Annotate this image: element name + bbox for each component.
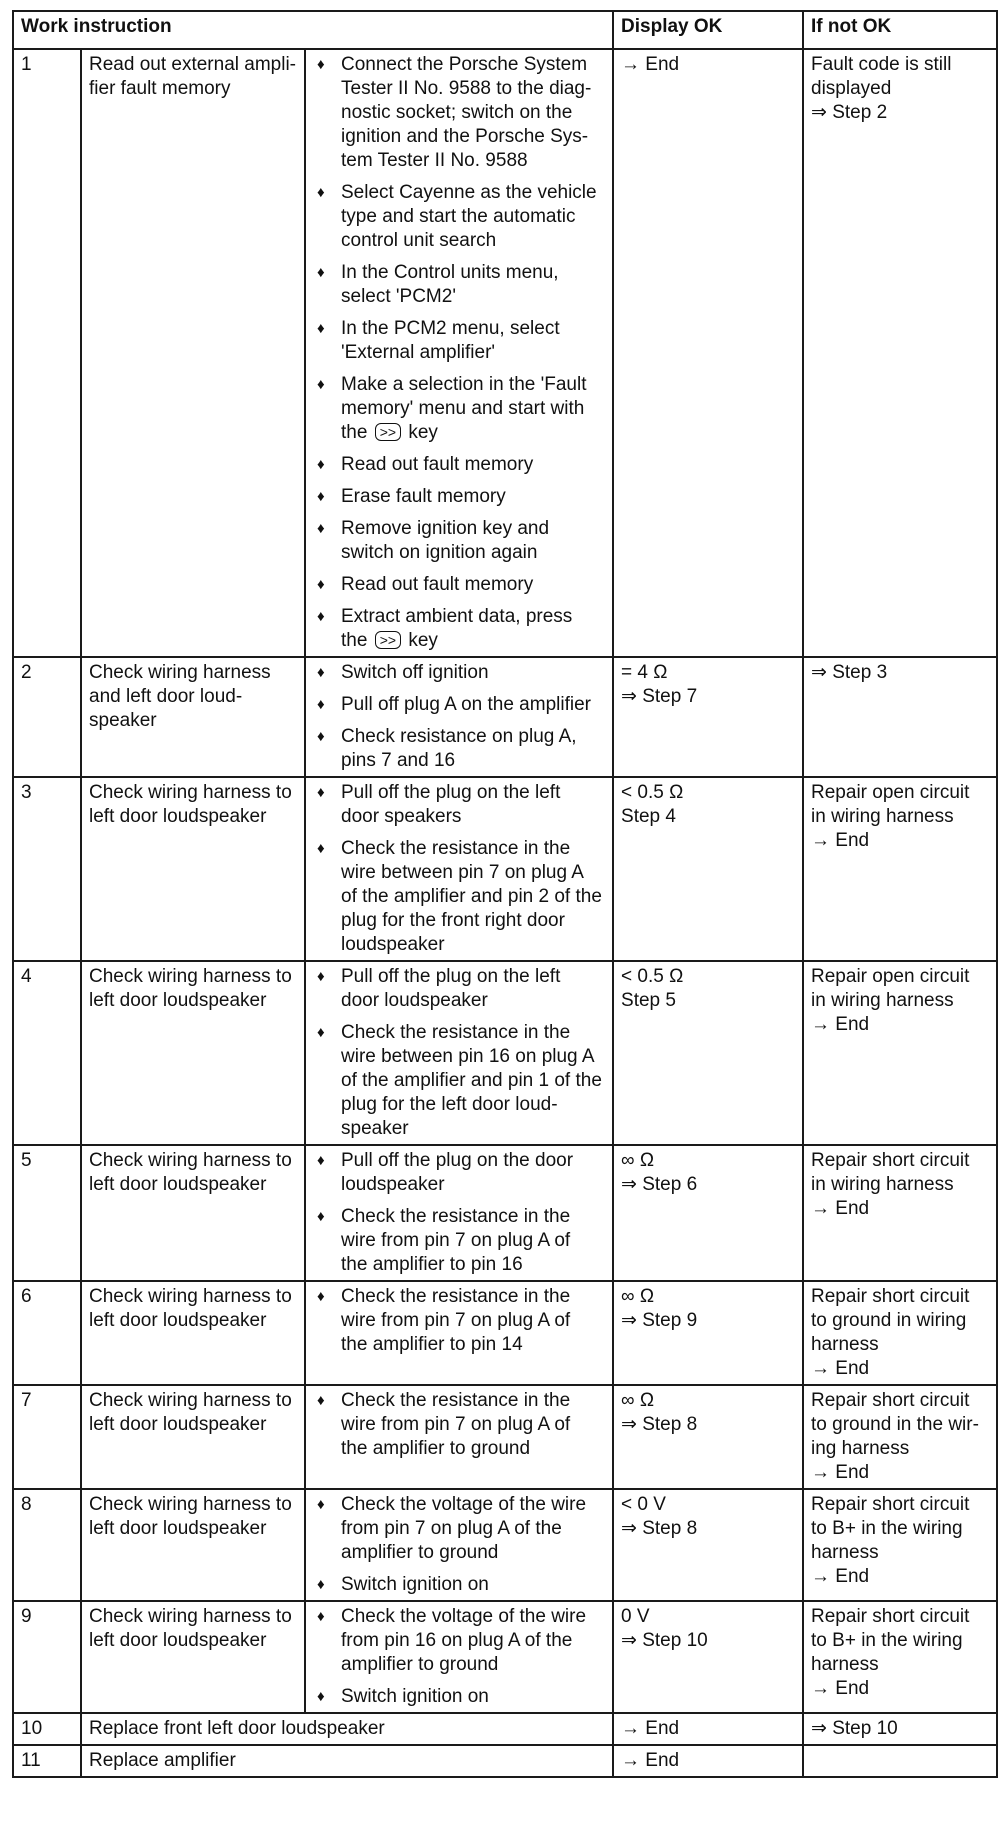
- bullet-icon: ♦: [317, 1392, 325, 1409]
- text-line: Select Cayenne as the vehicle: [341, 182, 597, 203]
- text-line: Pull off the plug on the left: [341, 782, 561, 803]
- text-line: Switch ignition on: [341, 1574, 489, 1595]
- text-line: ⇒ Step 2: [811, 102, 888, 123]
- step-actions: [305, 1385, 613, 1489]
- action-list: [313, 1493, 605, 1597]
- text-line: pins 7 and 16: [341, 750, 456, 771]
- text-line: Erase fault memory: [341, 486, 506, 507]
- text-line: left door loudspeaker: [89, 1310, 267, 1331]
- text-line: Check the resistance in the: [341, 1286, 571, 1307]
- if-not-ok-result: [803, 1489, 997, 1601]
- text-line: Check the resistance in the: [341, 838, 571, 859]
- display-ok-result: [613, 657, 803, 777]
- text-line: Switch ignition on: [341, 1686, 489, 1707]
- table-row: [13, 1745, 997, 1777]
- display-ok-result: [613, 1145, 803, 1281]
- text-line: ⇒ Step 6: [621, 1174, 698, 1195]
- if-not-ok-result: [803, 1385, 997, 1489]
- text-line: the amplifier to ground: [341, 1438, 531, 1459]
- text-line: speaker: [89, 710, 157, 731]
- text-line: < 0 V: [621, 1494, 666, 1515]
- text-line: Repair open circuit: [811, 782, 970, 803]
- text-line: → End: [811, 1358, 870, 1379]
- action-list: [313, 781, 605, 957]
- bullet-icon: ♦: [317, 784, 325, 801]
- header-work-instruction: Work instruction: [13, 11, 613, 49]
- table-row: [13, 1489, 997, 1601]
- key-symbol: >>: [375, 631, 401, 649]
- text-line: Check the resistance in the: [341, 1390, 571, 1411]
- action-item: [313, 573, 605, 597]
- text-line: plug for the front right door: [341, 910, 565, 931]
- text-line: Remove ignition key and: [341, 518, 550, 539]
- text-line: switch on ignition again: [341, 542, 538, 563]
- step-number: 9: [13, 1601, 81, 1713]
- text-line: ⇒ Step 10: [811, 1718, 898, 1739]
- text-line: Replace amplifier: [89, 1750, 236, 1771]
- if-not-ok-result: [803, 1745, 997, 1777]
- text-line: → End: [811, 1462, 870, 1483]
- text-line: Repair short circuit: [811, 1390, 970, 1411]
- text-line: 0 V: [621, 1606, 650, 1627]
- action-item: [313, 181, 605, 253]
- text-line: the >> key: [341, 630, 438, 651]
- text-line: In the Control units menu,: [341, 262, 559, 283]
- text-line: from pin 16 on plug A of the: [341, 1630, 573, 1651]
- text-line: Step 5: [621, 990, 676, 1011]
- table-row: [13, 49, 997, 657]
- if-not-ok-result: [803, 961, 997, 1145]
- if-not-ok-result: [803, 1145, 997, 1281]
- text-line: = 4 Ω: [621, 662, 668, 683]
- step-title: [81, 1281, 305, 1385]
- text-line: → End: [811, 1678, 870, 1699]
- if-not-ok-result: [803, 657, 997, 777]
- bullet-icon: ♦: [317, 1208, 325, 1225]
- text-line: Extract ambient data, press: [341, 606, 573, 627]
- text-line: Read out fault memory: [341, 454, 534, 475]
- text-line: loudspeaker: [341, 1174, 445, 1195]
- bullet-icon: ♦: [317, 840, 325, 857]
- text-line: 'External amplifier': [341, 342, 496, 363]
- bullet-icon: ♦: [317, 1688, 325, 1705]
- display-ok-result: [613, 1601, 803, 1713]
- step-number: 1: [13, 49, 81, 657]
- display-ok-result: [613, 1385, 803, 1489]
- text-line: the amplifier to pin 16: [341, 1254, 523, 1275]
- text-line: in wiring harness: [811, 1174, 954, 1195]
- table-row: [13, 657, 997, 777]
- step-title: [81, 49, 305, 657]
- text-line: left door loudspeaker: [89, 806, 267, 827]
- text-line: the >> key: [341, 422, 438, 443]
- text-line: Check wiring harness to: [89, 1494, 292, 1515]
- text-line: wire between pin 7 on plug A: [341, 862, 584, 883]
- text-line: ⇒ Step 9: [621, 1310, 698, 1331]
- bullet-icon: ♦: [317, 1496, 325, 1513]
- text-line: speaker: [341, 1118, 409, 1139]
- text-line: Check wiring harness to: [89, 966, 292, 987]
- text-line: Check wiring harness to: [89, 1150, 292, 1171]
- work-instruction-table: [12, 10, 998, 1778]
- text-line: displayed: [811, 78, 892, 99]
- text-line: ⇒ Step 10: [621, 1630, 708, 1651]
- text-line: loudspeaker: [341, 934, 445, 955]
- action-item: [313, 1685, 605, 1709]
- text-line: ⇒ Step 8: [621, 1414, 698, 1435]
- action-item: [313, 1573, 605, 1597]
- step-title: [81, 1601, 305, 1713]
- if-not-ok-result: [803, 1713, 997, 1745]
- step-actions: [305, 1281, 613, 1385]
- text-line: Check wiring harness: [89, 662, 271, 683]
- bullet-icon: ♦: [317, 56, 325, 73]
- text-line: ⇒ Step 3: [811, 662, 888, 683]
- text-line: wire between pin 16 on plug A: [341, 1046, 595, 1067]
- text-line: ∞ Ω: [621, 1390, 655, 1411]
- text-line: Check the resistance in the: [341, 1206, 571, 1227]
- action-item: [313, 725, 605, 773]
- text-line: type and start the automatic: [341, 206, 576, 227]
- bullet-icon: ♦: [317, 456, 325, 473]
- action-item: [313, 661, 605, 685]
- text-line: Repair short circuit: [811, 1150, 970, 1171]
- action-item: [313, 693, 605, 717]
- action-list: [313, 1389, 605, 1461]
- text-line: to B+ in the wiring: [811, 1518, 963, 1539]
- text-line: ing harness: [811, 1438, 910, 1459]
- text-line: left door loudspeaker: [89, 990, 267, 1011]
- action-item: [313, 1021, 605, 1141]
- step-actions: [305, 961, 613, 1145]
- action-item: [313, 453, 605, 477]
- text-line: → End: [621, 54, 680, 75]
- text-line: ∞ Ω: [621, 1150, 655, 1171]
- text-line: harness: [811, 1334, 879, 1355]
- bullet-icon: ♦: [317, 696, 325, 713]
- action-item: [313, 485, 605, 509]
- text-line: In the PCM2 menu, select: [341, 318, 560, 339]
- text-line: → End: [811, 830, 870, 851]
- step-actions: [305, 1489, 613, 1601]
- text-line: Check wiring harness to: [89, 1390, 292, 1411]
- action-list: [313, 1149, 605, 1277]
- text-line: tem Tester II No. 9588: [341, 150, 528, 171]
- text-line: left door loudspeaker: [89, 1630, 267, 1651]
- text-line: Pull off the plug on the left: [341, 966, 561, 987]
- step-title: [81, 1745, 613, 1777]
- header-display-ok: Display OK: [613, 11, 803, 49]
- text-line: wire from pin 7 on plug A of: [341, 1310, 571, 1331]
- bullet-icon: ♦: [317, 1576, 325, 1593]
- action-list: [313, 661, 605, 773]
- text-line: ⇒ Step 7: [621, 686, 698, 707]
- if-not-ok-result: [803, 1601, 997, 1713]
- step-number: 3: [13, 777, 81, 961]
- text-line: of the amplifier and pin 1 of the: [341, 1070, 602, 1091]
- text-line: left door loudspeaker: [89, 1518, 267, 1539]
- display-ok-result: [613, 1713, 803, 1745]
- bullet-icon: ♦: [317, 1152, 325, 1169]
- text-line: Check wiring harness to: [89, 782, 292, 803]
- bullet-icon: ♦: [317, 1288, 325, 1305]
- text-line: Make a selection in the 'Fault: [341, 374, 587, 395]
- step-number: 10: [13, 1713, 81, 1745]
- table-body: [13, 49, 997, 1777]
- display-ok-result: [613, 1745, 803, 1777]
- if-not-ok-result: [803, 1281, 997, 1385]
- step-number: 7: [13, 1385, 81, 1489]
- step-title: [81, 1385, 305, 1489]
- text-line: to ground in the wir-: [811, 1414, 979, 1435]
- step-actions: [305, 1145, 613, 1281]
- text-line: ignition and the Porsche Sys-: [341, 126, 589, 147]
- text-line: wire from pin 7 on plug A of: [341, 1230, 571, 1251]
- if-not-ok-result: [803, 49, 997, 657]
- bullet-icon: ♦: [317, 608, 325, 625]
- text-line: harness: [811, 1542, 879, 1563]
- action-item: [313, 317, 605, 365]
- table-row: [13, 1713, 997, 1745]
- action-item: [313, 605, 605, 653]
- text-line: Switch off ignition: [341, 662, 489, 683]
- text-line: in wiring harness: [811, 990, 954, 1011]
- text-line: ∞ Ω: [621, 1286, 655, 1307]
- action-item: [313, 965, 605, 1013]
- text-line: nostic socket; switch on the: [341, 102, 573, 123]
- action-item: [313, 261, 605, 309]
- action-item: [313, 1205, 605, 1277]
- text-line: < 0.5 Ω: [621, 782, 684, 803]
- step-title: [81, 1145, 305, 1281]
- action-item: [313, 1285, 605, 1357]
- text-line: and left door loud-: [89, 686, 243, 707]
- text-line: Tester II No. 9588 to the diag-: [341, 78, 592, 99]
- text-line: left door loudspeaker: [89, 1414, 267, 1435]
- action-item: [313, 53, 605, 173]
- text-line: Repair short circuit: [811, 1606, 970, 1627]
- text-line: wire from pin 7 on plug A of: [341, 1414, 571, 1435]
- text-line: Pull off the plug on the door: [341, 1150, 574, 1171]
- bullet-icon: ♦: [317, 664, 325, 681]
- action-item: [313, 1605, 605, 1677]
- bullet-icon: ♦: [317, 488, 325, 505]
- bullet-icon: ♦: [317, 1024, 325, 1041]
- bullet-icon: ♦: [317, 520, 325, 537]
- step-number: 6: [13, 1281, 81, 1385]
- bullet-icon: ♦: [317, 184, 325, 201]
- bullet-icon: ♦: [317, 576, 325, 593]
- step-title: [81, 961, 305, 1145]
- step-number: 4: [13, 961, 81, 1145]
- action-list: [313, 53, 605, 653]
- step-actions: [305, 777, 613, 961]
- table-row: [13, 1385, 997, 1489]
- text-line: → End: [811, 1014, 870, 1035]
- text-line: → End: [811, 1566, 870, 1587]
- text-line: amplifier to ground: [341, 1654, 499, 1675]
- step-number: 11: [13, 1745, 81, 1777]
- text-line: of the amplifier and pin 2 of the: [341, 886, 602, 907]
- text-line: Check the voltage of the wire: [341, 1606, 587, 1627]
- bullet-icon: ♦: [317, 376, 325, 393]
- text-line: memory' menu and start with: [341, 398, 585, 419]
- text-line: Check wiring harness to: [89, 1606, 292, 1627]
- text-line: Read out fault memory: [341, 574, 534, 595]
- text-line: Check wiring harness to: [89, 1286, 292, 1307]
- text-line: Check the resistance in the: [341, 1022, 571, 1043]
- text-line: door loudspeaker: [341, 990, 488, 1011]
- text-line: to ground in wiring: [811, 1310, 967, 1331]
- text-line: in wiring harness: [811, 806, 954, 827]
- text-line: control unit search: [341, 230, 497, 251]
- action-item: [313, 1149, 605, 1197]
- bullet-icon: ♦: [317, 1608, 325, 1625]
- display-ok-result: [613, 777, 803, 961]
- text-line: Repair short circuit: [811, 1494, 970, 1515]
- bullet-icon: ♦: [317, 968, 325, 985]
- text-line: Connect the Porsche System: [341, 54, 588, 75]
- action-list: [313, 965, 605, 1141]
- text-line: ⇒ Step 8: [621, 1518, 698, 1539]
- text-line: fier fault memory: [89, 78, 231, 99]
- action-item: [313, 1389, 605, 1461]
- text-line: → End: [811, 1198, 870, 1219]
- text-line: amplifier to ground: [341, 1542, 499, 1563]
- action-list: [313, 1605, 605, 1709]
- step-number: 8: [13, 1489, 81, 1601]
- key-symbol: >>: [375, 423, 401, 441]
- bullet-icon: ♦: [317, 264, 325, 281]
- text-line: Step 4: [621, 806, 676, 827]
- bullet-icon: ♦: [317, 320, 325, 337]
- text-line: → End: [621, 1750, 680, 1771]
- action-item: [313, 373, 605, 445]
- step-title: [81, 1713, 613, 1745]
- text-line: to B+ in the wiring: [811, 1630, 963, 1651]
- bullet-icon: ♦: [317, 728, 325, 745]
- step-number: 2: [13, 657, 81, 777]
- text-line: → End: [621, 1718, 680, 1739]
- step-number: 5: [13, 1145, 81, 1281]
- if-not-ok-result: [803, 777, 997, 961]
- table-row: [13, 1281, 997, 1385]
- display-ok-result: [613, 1281, 803, 1385]
- text-line: the amplifier to pin 14: [341, 1334, 523, 1355]
- text-line: door speakers: [341, 806, 462, 827]
- text-line: plug for the left door loud-: [341, 1094, 558, 1115]
- step-title: [81, 1489, 305, 1601]
- step-title: [81, 657, 305, 777]
- text-line: Fault code is still: [811, 54, 952, 75]
- table-row: [13, 777, 997, 961]
- action-item: [313, 837, 605, 957]
- text-line: < 0.5 Ω: [621, 966, 684, 987]
- display-ok-result: [613, 1489, 803, 1601]
- action-list: [313, 1285, 605, 1357]
- text-line: harness: [811, 1654, 879, 1675]
- table-row: [13, 961, 997, 1145]
- text-line: Repair short circuit: [811, 1286, 970, 1307]
- text-line: select 'PCM2': [341, 286, 456, 307]
- text-line: Replace front left door loudspeaker: [89, 1718, 385, 1739]
- step-actions: [305, 49, 613, 657]
- text-line: Read out external ampli-: [89, 54, 296, 75]
- text-line: Check resistance on plug A,: [341, 726, 577, 747]
- table-header-row: [13, 11, 997, 49]
- header-if-not-ok: If not OK: [803, 11, 997, 49]
- action-item: [313, 517, 605, 565]
- step-title: [81, 777, 305, 961]
- step-actions: [305, 1601, 613, 1713]
- text-line: from pin 7 on plug A of the: [341, 1518, 562, 1539]
- action-item: [313, 781, 605, 829]
- text-line: Check the voltage of the wire: [341, 1494, 587, 1515]
- step-actions: [305, 657, 613, 777]
- text-line: left door loudspeaker: [89, 1174, 267, 1195]
- text-line: Repair open circuit: [811, 966, 970, 987]
- table-row: [13, 1145, 997, 1281]
- display-ok-result: [613, 961, 803, 1145]
- action-item: [313, 1493, 605, 1565]
- table-row: [13, 1601, 997, 1713]
- display-ok-result: [613, 49, 803, 657]
- text-line: Pull off plug A on the amplifier: [341, 694, 591, 715]
